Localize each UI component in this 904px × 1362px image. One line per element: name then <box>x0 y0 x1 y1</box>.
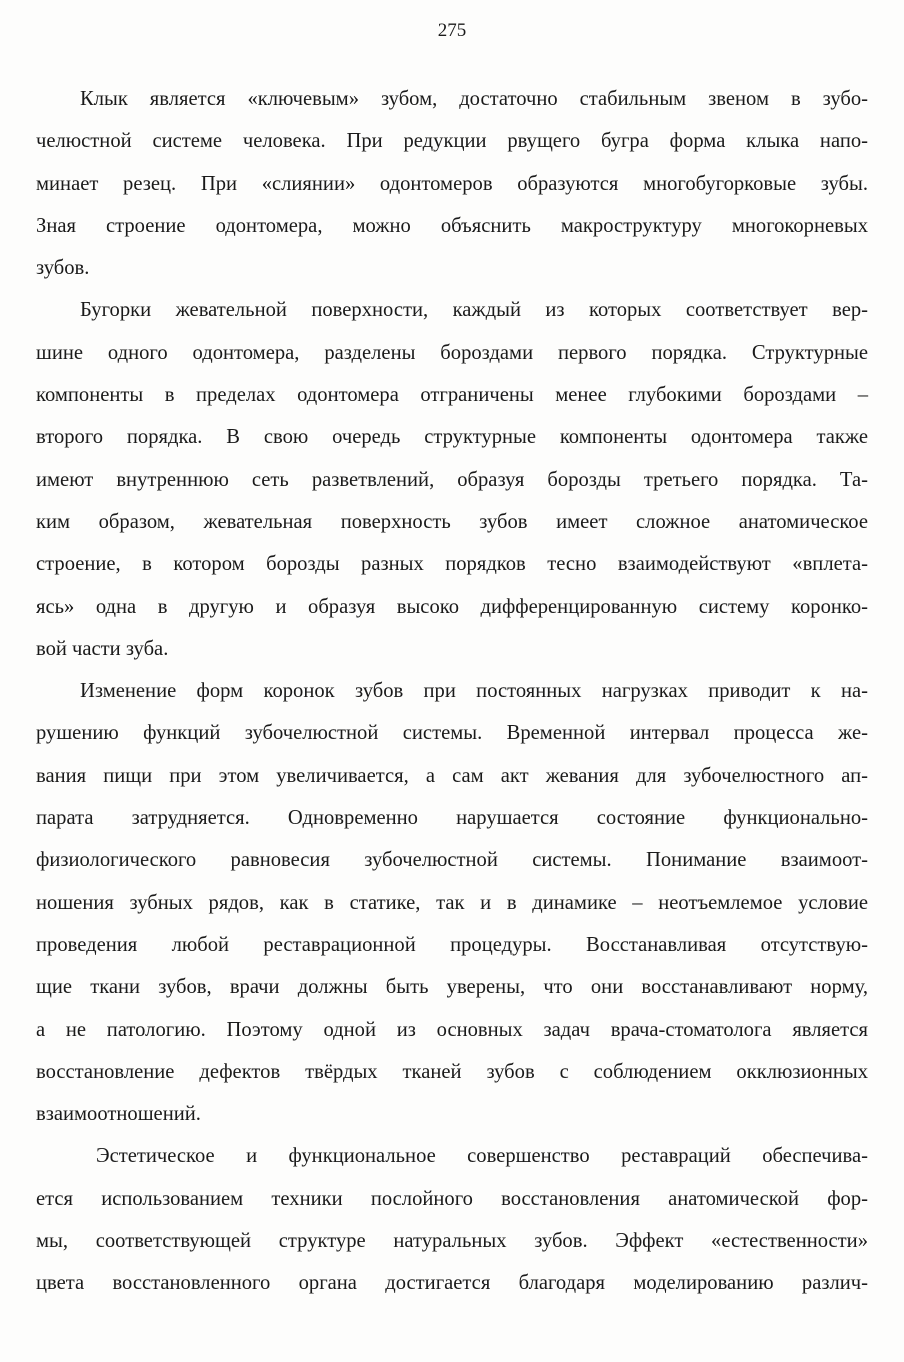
text-line: проведения любой реставрационной процедуры. Восстанавливая отсутствую- <box>36 933 868 956</box>
text-line: взаимоотношений. <box>36 1103 201 1126</box>
text-line: Изменение форм коронок зубов при постоянных нагрузках приводит к на- <box>80 680 868 703</box>
text-line: ким образом, жевательная поверхность зубов имеет сложное анатомическое <box>36 510 868 533</box>
text-line: шине одного одонтомера, разделены бороздами первого порядка. Структурные <box>36 341 868 364</box>
text-line: компоненты в пределах одонтомера отграничены менее глубокими бороздами – <box>36 384 868 407</box>
text-line: восстановление дефектов твёрдых тканей зубов с соблюдением окклюзионных <box>36 1060 868 1083</box>
page-number: 275 <box>437 20 467 41</box>
text-line: рушению функций зубочелюстной системы. Временной интервал процесса же- <box>36 722 868 745</box>
text-line: парата затрудняется. Одновременно нарушается состояние функционально- <box>36 807 868 830</box>
text-line: строение, в котором борозды разных порядков тесно взаимодействуют «вплета- <box>36 553 868 576</box>
text-line: ется использованием техники послойного восстановления анатомической фор- <box>36 1187 868 1210</box>
text-line: зубов. <box>36 257 90 280</box>
text-line: Эстетическое и функциональное совершенство реставраций обеспечива- <box>96 1145 868 1168</box>
text-line: Зная строение одонтомера, можно объяснить макроструктуру многокорневых <box>36 214 868 237</box>
text-line: физиологического равновесия зубочелюстной системы. Понимание взаимоот- <box>36 849 868 872</box>
text-line: ношения зубных рядов, как в статике, так и в динамике – неотъемлемое условие <box>36 891 868 914</box>
text-line: вой части зуба. <box>36 637 169 660</box>
text-line: Бугорки жевательной поверхности, каждый из которых соответствует вер- <box>80 299 868 322</box>
text-line: челюстной системе человека. При редукции рвущего бугра форма клыка напо- <box>36 130 868 153</box>
text-line: Клык является «ключевым» зубом, достаточно стабильным звеном в зубо- <box>80 88 868 110</box>
text-line: имеют внутреннюю сеть разветвлений, образуя борозды третьего порядка. Та- <box>36 468 868 491</box>
text-line: ясь» одна в другую и образуя высоко дифференцированную систему коронко- <box>36 595 868 618</box>
text-line: а не патологию. Поэтому одной из основных задач врача-стоматолога является <box>36 1018 868 1041</box>
text-line: второго порядка. В свою очередь структурные компоненты одонтомера также <box>36 426 868 449</box>
text-line: цвета восстановленного органа достигается благодаря моделированию различ- <box>36 1272 868 1295</box>
text-line: мы, соответствующей структуре натуральных зубов. Эффект «естественности» <box>36 1230 868 1253</box>
text-line: вания пищи при этом увеличивается, а сам акт жевания для зубочелюстного ап- <box>36 764 868 787</box>
text-line: щие ткани зубов, врачи должны быть уверены, что они восстанавливают норму, <box>36 976 868 999</box>
text-line: минает резец. При «слиянии» одонтомеров образуются многобугорковые зубы. <box>36 172 868 195</box>
body-text <box>36 78 868 1305</box>
